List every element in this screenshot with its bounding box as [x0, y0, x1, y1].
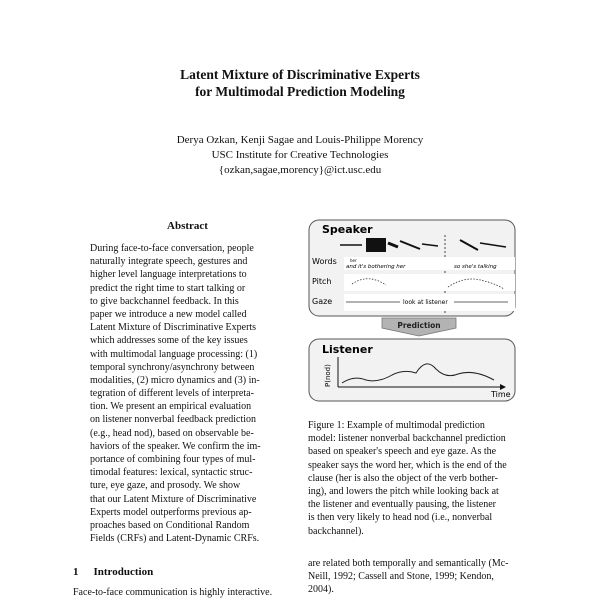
- intro-section-number: 1: [73, 566, 79, 578]
- abstract-line: paper we introduce a new model called: [90, 308, 247, 320]
- intro-heading: [73, 566, 153, 578]
- body-text-line: Neill, 1992; Cassell and Stone, 1999; Kendon,: [308, 571, 494, 583]
- intro-first-line: Face-to-face communication is highly interactive.: [73, 587, 273, 598]
- intro-title: Introduction: [93, 566, 154, 578]
- abstract-line: (e.g., head nod), based on observable be-: [90, 427, 254, 439]
- caption-line: speaker says the word her, which is the end of the: [308, 459, 507, 471]
- abstract-line: proaches based on Conditional Random: [90, 519, 250, 531]
- abstract-line: naturally integrate speech, gestures and: [90, 256, 248, 268]
- abstract-line: Latent Mixture of Discriminative Experts: [90, 322, 257, 334]
- abstract-line: During face-to-face conversation, people: [90, 243, 254, 254]
- caption-line: ing), and lowers the pitch while looking back at: [308, 485, 499, 497]
- prediction-label: Prediction: [397, 321, 441, 330]
- listener-label: Listener: [322, 343, 373, 356]
- caption-line: Figure 1: Example of multimodal prediction: [308, 420, 485, 431]
- abstract-line: ture, eye gaze, and prosody. We show: [90, 480, 241, 492]
- abstract-line: Fields (CRFs) and Latent-Dynamic CRFs.: [90, 533, 260, 545]
- caption-line: is then very likely to head nod (i.e., nonverbal: [308, 512, 493, 524]
- words-label: Words: [312, 257, 337, 266]
- caption-line: model: listener nonverbal backchannel prediction: [308, 433, 506, 445]
- abstract-line: portance of combining four types of mul-: [90, 454, 256, 465]
- caption-line: based on speaker's speech and eye gaze. As the: [308, 446, 497, 458]
- abstract-line: higher level language interpretations to: [90, 269, 247, 281]
- affiliation: USC Institute for Creative Technologies: [211, 149, 389, 161]
- abstract-line: that our Latent Mixture of Discriminative: [90, 493, 257, 505]
- word-her: her: [350, 258, 357, 263]
- abstract-body: [90, 242, 283, 545]
- abstract-line: with multimodal language processing: (1): [90, 348, 258, 360]
- abstract-line: modalities, (2) micro dynamics and (3) in-: [90, 374, 260, 386]
- gaze-text: look at listener: [403, 299, 448, 306]
- abstract-line: predict the right time to start talking or: [90, 282, 246, 294]
- caption-line: clause (her is also the object of the verb bother-: [308, 472, 499, 484]
- abstract-line: which addresses some of the key issues: [90, 335, 248, 347]
- caption-line: the listener and eventually pausing, the listener: [308, 499, 496, 511]
- word-right-phrase: so she's talking: [454, 264, 497, 270]
- x-axis-label: Time: [491, 390, 511, 399]
- author-email: {ozkan,sagae,morency}@ict.usc.edu: [218, 164, 382, 176]
- pitch-label: Pitch: [312, 277, 332, 286]
- body-text-line: are related both temporally and semantically (Mc-: [308, 558, 509, 569]
- right-column-text: [308, 557, 528, 597]
- abstract-line: timodal features: lexical, syntactic struc-: [90, 467, 253, 479]
- y-axis-label: P(nod): [324, 364, 332, 387]
- speaker-label: Speaker: [322, 223, 373, 236]
- abstract-line: Experts model outperforms previous ap-: [90, 506, 252, 518]
- abstract-line: tegration of different levels of interpreta-: [90, 388, 254, 400]
- abstract-line: temporal synchrony/asynchrony between: [90, 361, 255, 373]
- figure-caption: [308, 419, 528, 538]
- word-left-phrase: and it's bothering her: [346, 264, 406, 270]
- abstract-heading: Abstract: [167, 220, 208, 232]
- paper-title-line-2: for Multimodal Prediction Modeling: [195, 84, 405, 99]
- body-text-line: 2004).: [308, 584, 334, 596]
- paper-title-line-1: Latent Mixture of Discriminative Experts: [180, 67, 420, 82]
- abstract-line: haviors of the speaker. We confirm the im-: [90, 440, 261, 452]
- gaze-label: Gaze: [312, 297, 333, 306]
- author-names: Derya Ozkan, Kenji Sagae and Louis-Philippe Morency: [176, 134, 424, 146]
- abstract-line: on listener nonverbal feedback prediction: [90, 414, 257, 426]
- abstract-line: to give backchannel feedback. In this: [90, 295, 239, 307]
- abstract-line: tion. We present an empirical evaluation: [90, 401, 252, 413]
- figure-1: [308, 217, 528, 403]
- caption-line: backchannel).: [308, 525, 364, 537]
